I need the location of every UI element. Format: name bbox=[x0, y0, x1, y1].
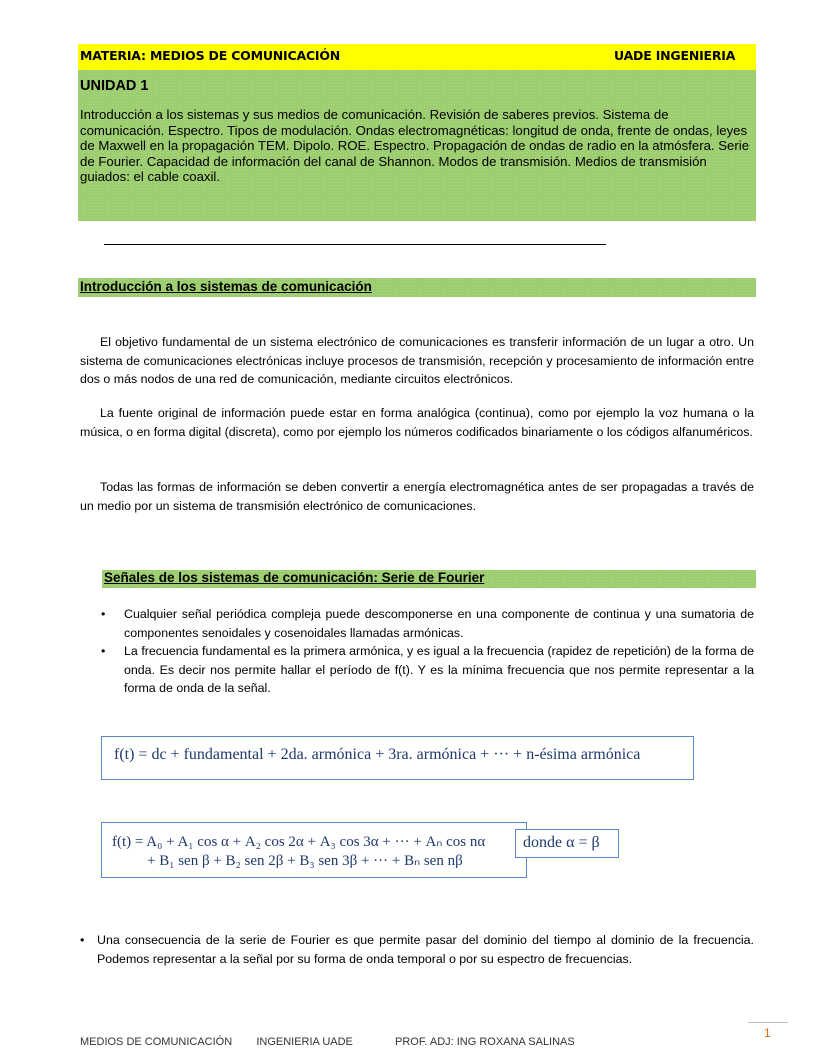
unit-summary-text: Introducción a los sistemas y sus medios de comunicación. Revisión de saberes previos. Sistema de comunicación. Espectro. Tipos de modulación. Ondas electromagnéticas: longitud de onda, frente de ondas, leyes de Maxwell en la propagación TEM. Dipolo. ROE. Espectro. Propagación de ondas de radio en la atmósfera. Serie de Fourier. Capacidad de información del canal de Shannon. Modos de transmisión. Medios de transmisión guiados: el cable coaxil. bbox=[80, 107, 750, 184]
fourier-bullet-list bbox=[98, 605, 754, 698]
list-item bbox=[98, 605, 754, 642]
section2-title: Señales de los sistemas de comunicación: Serie de Fourier bbox=[104, 570, 485, 585]
page-footer bbox=[80, 1036, 575, 1048]
horizontal-rule bbox=[104, 244, 606, 245]
equation-fourier-line2: + B₁ sen β + B₂ sen 2β + B₃ sen 3β + ··· + Bₙ sen nβ bbox=[147, 853, 463, 869]
bullet-icon: • bbox=[101, 607, 106, 621]
equation-fourier-line1: f(t) = A₀ + A₁ cos α + A₂ cos 2α + A₃ cos 3α + ··· + Aₙ cos nα bbox=[112, 834, 486, 850]
bullet-icon: • bbox=[80, 933, 85, 947]
footer-school: INGENIERIA UADE bbox=[256, 1036, 353, 1048]
institution-header: UADE INGENIERIA bbox=[614, 48, 736, 63]
unit-title: UNIDAD 1 bbox=[80, 78, 149, 94]
section1-title: Introducción a los sistemas de comunicación bbox=[80, 279, 372, 294]
equation-condition: donde α = β bbox=[523, 834, 600, 851]
paragraph: El objetivo fundamental de un sistema electrónico de comunicaciones es transferir información de un lugar a otro. Un sistema de comunicaciones electrónicas incluye procesos de transmisión, recepción y procesamiento de información entre dos o más nodos de una red de comunicación, mediante circuitos electrónicos. bbox=[80, 335, 754, 386]
page-number-rule bbox=[748, 1022, 788, 1023]
paragraph: Todas las formas de información se deben convertir a energía electromagnética antes de ser propagadas a través de un medio por un sistema de transmisión electrónico de comunicaciones. bbox=[80, 480, 754, 513]
page-number: 1 bbox=[764, 1026, 771, 1040]
final-bullet-item bbox=[80, 931, 754, 968]
footer-course: MEDIOS DE COMUNICACIÓN bbox=[80, 1036, 233, 1048]
footer-professor: PROF. ADJ: ING ROXANA SALINAS bbox=[395, 1036, 575, 1048]
paragraph: La fuente original de información puede estar en forma analógica (continua), como por ejemplo la voz humana o la música, o en forma digital (discreta), como por ejemplo los números codificados binariamente o los códigos alfanuméricos. bbox=[80, 406, 754, 439]
list-item-text: Cualquier señal periódica compleja puede descomponerse en una componente de continua y una sumatoria de componentes senoidales y cosenoidales llamadas armónicas. bbox=[124, 607, 754, 640]
list-item bbox=[98, 642, 754, 698]
bullet-icon: • bbox=[101, 644, 106, 658]
list-item-text: La frecuencia fundamental es la primera armónica, y es igual a la frecuencia (rapidez de repetición) de la forma de onda. Es decir nos permite hallar el período de f(t). Y es la mínima frecuencia que nos permite representar a la forma de onda de la señal. bbox=[124, 644, 754, 695]
final-bullet-text: Una consecuencia de la serie de Fourier es que permite pasar del dominio del tiempo al dominio de la frecuencia. Podemos representar a la señal por su forma de onda temporal o por su espectro de frecuencias. bbox=[97, 933, 754, 966]
equation-harmonics: f(t) = dc + fundamental + 2da. armónica + 3ra. armónica + ··· + n-ésima armónica bbox=[114, 746, 641, 763]
subject-header: MATERIA: MEDIOS DE COMUNICACIÓN bbox=[80, 48, 341, 63]
